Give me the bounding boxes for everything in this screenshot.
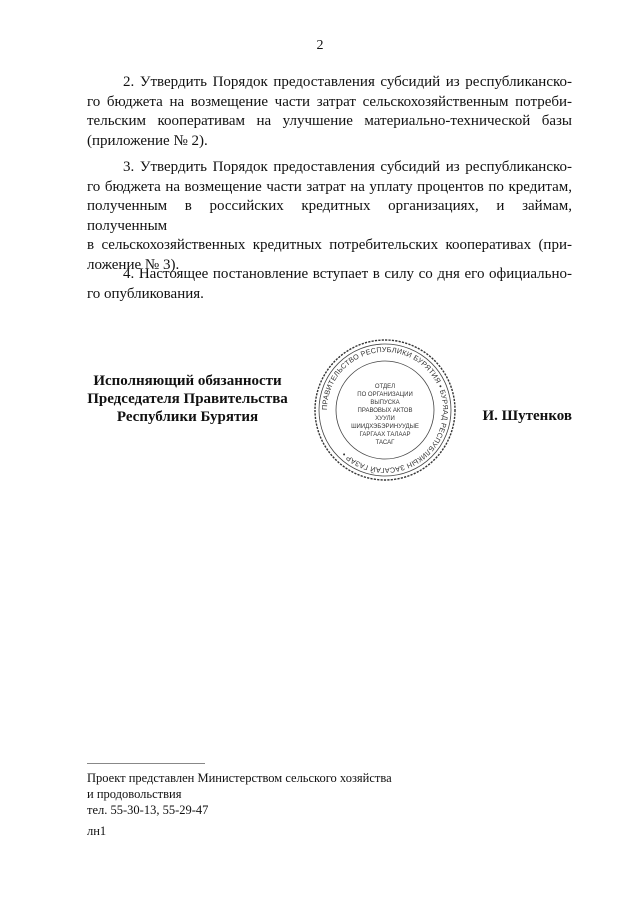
footnote-line: Проект представлен Министерством сельского хозяйства xyxy=(87,771,392,785)
paragraph-line: полученным в российских кредитных организациях, и займам, полученным xyxy=(87,198,572,234)
paragraph-line: го бюджета на возмещение части затрат на уплату процентов по кредитам, xyxy=(87,178,572,195)
signatory-title-line: Председателя Правительства xyxy=(87,391,288,407)
paragraph-line: (приложение № 2). xyxy=(87,132,208,149)
paragraph-item-2 xyxy=(87,73,572,151)
footnote-line: и продовольствия xyxy=(87,787,182,801)
paragraph-line: го опубликования. xyxy=(87,285,204,302)
footnote-divider xyxy=(87,763,205,764)
seal-center-line: ШИИДХЭБЭРИНУУДЫЕ xyxy=(351,424,419,430)
executor-initials: лн1 xyxy=(87,824,107,838)
paragraph-line: 4. Настоящее постановление вступает в силу со дня его официально- xyxy=(123,266,572,282)
seal-center-line: ПРАВОВЫХ АКТОВ xyxy=(357,408,413,414)
seal-center-line: ХУУЛИ xyxy=(375,416,395,422)
footnote xyxy=(87,770,392,818)
paragraph-line: 3. Утвердить Порядок предоставления субсидий из республиканско- xyxy=(123,159,572,175)
seal-center-line: ПО ОРГАНИЗАЦИИ xyxy=(357,392,413,398)
seal-center-line: ВЫПУСКА xyxy=(370,400,400,406)
signatory-title xyxy=(80,372,295,426)
paragraph-line: тельским кооперативам на улучшение материально-технической базы xyxy=(87,113,572,129)
seal-center-line: ГАРГААХ ТАЛААР xyxy=(359,432,411,438)
paragraph-item-4 xyxy=(87,265,572,304)
paragraph-item-3 xyxy=(87,158,572,275)
paragraph-line: го бюджета на возмещение части затрат сельскохозяйственным потреби- xyxy=(87,93,572,110)
svg-text:ПРАВИТЕЛЬСТВО РЕСПУБЛИКИ БУРЯТ: ПРАВИТЕЛЬСТВО РЕСПУБЛИКИ БУРЯТИЯ • БУРЯАД РЕСПУБЛИКЫН ЗАСАГАЙ ГАЗАР • xyxy=(319,344,451,476)
paragraph-line: в сельскохозяйственных кредитных потребительских кооперативах (при- xyxy=(87,237,572,253)
page-number: 2 xyxy=(316,38,324,53)
seal-center-line: ОТДЕЛ xyxy=(374,384,396,390)
seal-center-line: ТАСАГ xyxy=(375,440,395,446)
paragraph-line: 2. Утвердить Порядок предоставления субсидий из республиканско- xyxy=(123,74,572,90)
official-seal xyxy=(312,337,458,483)
signatory-title-line: Республики Бурятия xyxy=(116,409,259,425)
footnote-line: тел. 55-30-13, 55-29-47 xyxy=(87,803,209,817)
signatory-name: И. Шутенков xyxy=(482,408,572,424)
signatory-title-line: Исполняющий обязанности xyxy=(93,373,282,389)
paragraph-line: ложение № 3). xyxy=(87,256,180,273)
